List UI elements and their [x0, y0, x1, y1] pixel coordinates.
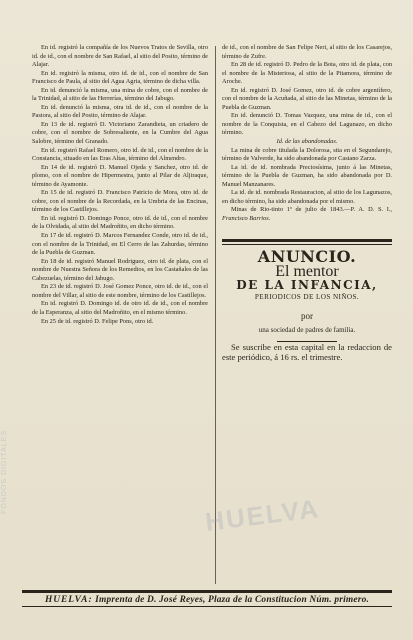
signature-date: Minas de Rio-tinto 1º de julio de 1843.—P. A. D. S. I., [231, 206, 392, 214]
mine-entry: En id. registró Rafael Romero, otro id. de id., con el nombre de la Constancia, situado en las Eras Altas, término del Almendro. [32, 146, 208, 163]
ad-gothic-title: DE LA INFANCIA, [236, 277, 378, 292]
ad-title: El mentor [275, 263, 339, 281]
footer-rule-bottom [22, 606, 392, 607]
signature-name: Francisco Barrios. [222, 214, 271, 222]
mine-entry: En 15 de id. registró D. Francisco Patricio de Mora, otro id. de cobre, con el nombre de la Recordada, en la Umbria de las Encinas, término de los Castillejos. [32, 189, 208, 214]
footer-text [22, 595, 392, 605]
footer-rule [22, 590, 392, 593]
advertisement [222, 239, 392, 362]
mine-entry: En id. registró D. Domingo Ponce, otro id. de id., con el nombre de la Olvidada, al sitio del Madroñito, en dicho término. [32, 214, 208, 231]
mine-entry: En id. registró la misma, otro id. de id., con el nombre de San Francisco de Paula, al sitio del Agua Agria, término de dicha villa. [32, 69, 208, 86]
mine-entry: En id. registró D. Domingo id. de otro id. de id., con el nombre de la Esperanza, al sitio del Madroñito, en el mismo término. [32, 300, 208, 316]
ad-por: por [301, 310, 313, 321]
mine-entry: En id. registró la compañía de los Nuevos Tratos de Sevilla, otro id. de id., con el nombre de San Rafael, al sitio del Posito, término de Alajar. [32, 44, 209, 69]
signature-line [222, 206, 392, 223]
ad-author: una sociedad de padres de familia. [258, 326, 356, 335]
ad-top-rule [222, 239, 392, 242]
footer-imprint [22, 588, 392, 608]
mine-entry: En id. denunció la misma, una mina de cobre, con el nombre de la Trinidad, al sitio de las Herrerías, término del Jabugo. [32, 86, 208, 103]
mine-entry: En 18 de id. registró Manuel Rodriguez, otro id. de plata, con el nombre de Nuestra Señora de los Remedios, en los Castañales de las Cabezuelas, término del Jabugo. [32, 257, 208, 282]
mine-entry: En 14 de id. registró D. Manuel Ojeda y Sanchez, otro id. de plomo, con el nombre de Hipermestra, junto al Pilar de Aljiraque, término de Ayamonte. [32, 163, 208, 188]
ad-subscription-text: Se suscribe en esta capital en la redaccion de este periódico, á 16 rs. el trimestre. [222, 341, 392, 363]
footer-imprint-text: Imprenta de D. José Reyes, Plaza de la Constitucion Núm. primero. [95, 595, 370, 605]
mine-entry: En 28 de id. registró D. Pedro de la Bota, otro id. de plata, con el nombre de la Misteriosa, al sitio de la Pitamora, término de Aroche. [222, 61, 392, 86]
archive-watermark: HUELVA [203, 493, 322, 537]
mine-entry: En 23 de id. registró D. José Gomez Ponce, otro id. de id., con el nombre del Villar, al sitio de este nombre, término de los Castillejos. [32, 283, 208, 299]
ad-subtitle: PERIODICOS DE LOS NIÑOS. [254, 293, 360, 302]
mine-entry: En id. denunció la misma, otra id. de id., con el nombre de la Pastora, al sitio del Posito, término de Alajar. [32, 103, 208, 120]
left-column [32, 44, 208, 326]
abandoned-entry: La id. de id. nombrada Restauracion, al sitio de los Lagunazos, en dicho término, ha sido abandonada por el mismo. [222, 189, 392, 205]
abandoned-entry: La id. de id. nombrada Preciosísima, junto á las Minetas, término de la Puebla de Guzman, ha sido abandonada por D. Manuel Manzanares. [222, 163, 392, 188]
ad-heading: ANUNCIO. [257, 247, 357, 267]
section-title: Id. de las abandonadas. [276, 138, 338, 146]
ad-top-rule-thin [222, 244, 392, 245]
footer-city: HUELVA: [44, 595, 93, 605]
mine-entry-continued: de id., con el nombre de San Felipe Neri, al sitio de los Casarejos, término de Zufre. [222, 44, 392, 60]
abandoned-entry: La mina de cobre titulada la Dolorosa, sita en el Segundarejo, término de Valverde, ha sido abandonada por Casiano Zarza. [222, 146, 392, 163]
mine-entry: En id. denunció D. Tomas Vazquez, una mina de id., con el nombre de la Conquista, en el Cabezo del Lagunazo, en dicho término. [222, 112, 392, 137]
mine-entry: En 13 de id. registró D. Victoriano Zarandieta, un criadero de cobre, con el nombre de Sobresaliente, en la Cumbre del Agua Salobre, término del Granado. [32, 120, 208, 146]
mine-entry: En 17 de id. registró D. Marcos Fernandez Conde, otro id. de id., con el nombre de la Trinidad, en El Cerro de las Zahurdas, término de la Puebla de Guzman. [32, 232, 208, 257]
mine-entry: En id. registró D. José Gomez, otro id. de cobre argentífero, con el nombre de la Acuñada, al sitio de las Minetas, término de la Puebla de Guzman. [222, 86, 392, 111]
side-watermark: FONDOS DIGITALES [1, 430, 8, 514]
column-divider [215, 46, 216, 584]
right-column [222, 44, 392, 363]
mine-entry: En 25 de id. registró D. Felipe Pons, otro id. [41, 317, 154, 325]
